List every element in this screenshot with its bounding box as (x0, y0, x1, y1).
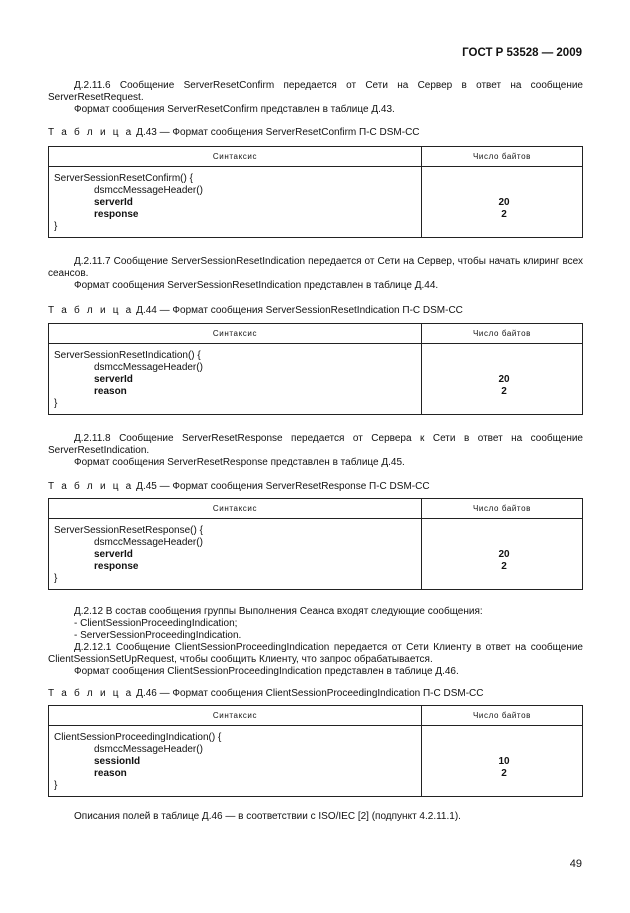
column-header-syntax: Синтаксис (49, 706, 422, 726)
caption-label: Т а б л и ц а (48, 305, 134, 316)
syntax-line: dsmccMessageHeader() (94, 537, 203, 548)
byte-value: 2 (501, 768, 507, 779)
list-item: - ClientSessionProceedingIndication; (74, 618, 238, 629)
paragraph-format-d44: Формат сообщения ServerSessionResetIndication представлен в таблице Д.44. (74, 280, 439, 291)
syntax-line: } (54, 398, 58, 409)
table-d44 (48, 323, 583, 415)
table-caption-d43 (48, 127, 420, 139)
caption-label: Т а б л и ц а (48, 127, 134, 138)
paragraph-format-d45: Формат сообщения ServerResetResponse представлен в таблице Д.45. (74, 457, 405, 468)
syntax-cell (49, 344, 422, 415)
byte-value: 2 (501, 386, 507, 397)
syntax-line: serverId (94, 374, 133, 385)
paragraph-format-d46: Формат сообщения ClientSessionProceedingIndication представлен в таблице Д.46. (74, 666, 459, 677)
syntax-line: serverId (94, 549, 133, 560)
paragraph-d-2-12-1: Д.2.12.1 Сообщение ClientSessionProceedingIndication передается от Сети Клиенту в ответ на сообщение ClientSessionSetUpRequest, чтобы сообщить Клиенту, что запрос обрабатывается. (48, 642, 583, 665)
syntax-line: sessionId (94, 756, 141, 767)
syntax-line: ServerSessionResetConfirm() { (54, 173, 193, 184)
column-header-bytes: Число байтов (422, 706, 583, 726)
paragraph-d-2-12: Д.2.12 В состав сообщения группы Выполнения Сеанса входят следующие сообщения: (74, 606, 483, 617)
bytes-cell (422, 519, 583, 590)
bytes-cell (422, 344, 583, 415)
table-caption-d44 (48, 305, 463, 317)
syntax-line: ClientSessionProceedingIndication() { (54, 732, 222, 743)
syntax-line: response (94, 209, 139, 220)
byte-value: 20 (498, 374, 510, 385)
footer-note: Описания полей в таблице Д.46 — в соответствии с ISO/IEC [2] (подпункт 4.2.11.1). (74, 811, 461, 822)
column-header-syntax: Синтаксис (49, 147, 422, 167)
syntax-line: ServerSessionResetIndication() { (54, 350, 201, 361)
table-caption-d46 (48, 688, 483, 700)
syntax-line: } (54, 780, 58, 791)
column-header-bytes: Число байтов (422, 324, 583, 344)
caption-text: Д.46 — Формат сообщения ClientSessionProceedingIndication П-С DSM-CC (136, 688, 484, 699)
page-number: 49 (569, 858, 582, 870)
syntax-line: dsmccMessageHeader() (94, 185, 203, 196)
syntax-line: serverId (94, 197, 133, 208)
table-d45 (48, 498, 583, 590)
byte-value: 10 (498, 756, 510, 767)
caption-label: Т а б л и ц а (48, 481, 134, 492)
byte-value: 20 (498, 197, 510, 208)
syntax-line: dsmccMessageHeader() (94, 362, 203, 373)
column-header-bytes: Число байтов (422, 499, 583, 519)
column-header-syntax: Синтаксис (49, 499, 422, 519)
syntax-line: } (54, 221, 58, 232)
bytes-cell (422, 726, 583, 797)
caption-label: Т а б л и ц а (48, 688, 134, 699)
paragraph-d-2-11-7: Д.2.11.7 Сообщение ServerSessionResetIndication передается от Сети на Сервер, чтобы начать клиринг всех сеансов. (48, 256, 583, 279)
column-header-syntax: Синтаксис (49, 324, 422, 344)
paragraph-d-2-11-8: Д.2.11.8 Сообщение ServerResetResponse передается от Сервера к Сети в ответ на сообщение ServerResetIndication. (48, 433, 583, 456)
caption-text: Д.44 — Формат сообщения ServerSessionResetIndication П-С DSM-CC (136, 305, 463, 316)
table-d46 (48, 705, 583, 797)
table-d43 (48, 146, 583, 238)
caption-text: Д.43 — Формат сообщения ServerResetConfirm П-С DSM-CC (136, 127, 420, 138)
syntax-line: ServerSessionResetResponse() { (54, 525, 203, 536)
paragraph-d-2-11-6: Д.2.11.6 Сообщение ServerResetConfirm передается от Сети на Сервер в ответ на сообщение ServerResetRequest. (48, 80, 583, 103)
syntax-cell (49, 726, 422, 797)
table-caption-d45 (48, 481, 430, 493)
bytes-cell (422, 167, 583, 238)
syntax-line: reason (94, 386, 127, 397)
syntax-cell (49, 167, 422, 238)
syntax-line: reason (94, 768, 127, 779)
syntax-line: response (94, 561, 139, 572)
syntax-line: dsmccMessageHeader() (94, 744, 203, 755)
caption-text: Д.45 — Формат сообщения ServerResetResponse П-С DSM-CC (136, 481, 430, 492)
syntax-line: } (54, 573, 58, 584)
column-header-bytes: Число байтов (422, 147, 583, 167)
list-item: - ServerSessionProceedingIndication. (74, 630, 242, 641)
document-header: ГОСТ Р 53528 — 2009 (462, 47, 582, 59)
byte-value: 2 (501, 561, 507, 572)
syntax-cell (49, 519, 422, 590)
paragraph-format-d43: Формат сообщения ServerResetConfirm представлен в таблице Д.43. (74, 104, 395, 115)
byte-value: 20 (498, 549, 510, 560)
byte-value: 2 (501, 209, 507, 220)
